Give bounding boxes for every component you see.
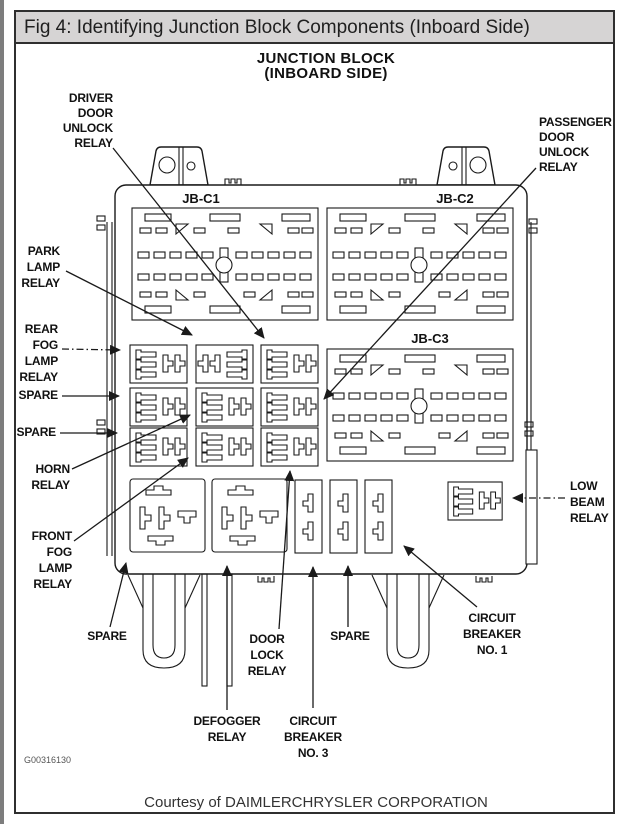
junction-block-body bbox=[97, 147, 537, 686]
label-spare-bottom-middle: SPARE bbox=[330, 629, 370, 643]
credit-line: Courtesy of DAIMLERCHRYSLER CORPORATION bbox=[144, 794, 488, 811]
label-line: BREAKER bbox=[463, 627, 521, 641]
label-line: DEFOGGER bbox=[193, 714, 261, 728]
label-spare-bottom-left: SPARE bbox=[87, 629, 127, 643]
right-side-strip bbox=[526, 450, 537, 564]
label-line: RELAY bbox=[570, 511, 609, 525]
label-line: DOOR bbox=[77, 106, 113, 120]
figure-code: G00316130 bbox=[24, 755, 72, 765]
junction-block-outline bbox=[115, 185, 527, 574]
label-line: RELAY bbox=[74, 136, 113, 150]
label-line: LOCK bbox=[250, 648, 284, 662]
label-line: FRONT bbox=[31, 529, 72, 543]
side-clip-left-upper bbox=[97, 216, 105, 230]
label-line: BEAM bbox=[570, 495, 605, 509]
label-defogger-relay bbox=[193, 714, 261, 744]
label-line: DRIVER bbox=[68, 91, 113, 105]
label-line: LAMP bbox=[26, 260, 60, 274]
label-door-lock-relay bbox=[248, 632, 287, 678]
label-line: UNLOCK bbox=[539, 145, 590, 159]
figure-title: Fig 4: Identifying Junction Block Components (Inboard Side) bbox=[24, 17, 530, 38]
label-line: RELAY bbox=[31, 478, 70, 492]
label-line: HORN bbox=[35, 462, 70, 476]
label-line: RELAY bbox=[539, 160, 578, 174]
left-side-rail bbox=[107, 222, 112, 556]
label-line: LAMP bbox=[38, 561, 72, 575]
label-passenger-door-unlock-relay bbox=[539, 115, 612, 174]
side-clip-right-upper bbox=[529, 219, 537, 233]
label-line: REAR bbox=[24, 322, 58, 336]
label-line: RELAY bbox=[207, 730, 247, 744]
label-driver-door-unlock-relay bbox=[63, 91, 114, 150]
label-line: LAMP bbox=[24, 354, 58, 368]
label-line: PASSENGER bbox=[539, 115, 612, 129]
diagram-heading-line-0: JUNCTION BLOCK bbox=[256, 50, 396, 67]
label-line: RELAY bbox=[247, 664, 287, 678]
label-circuit-breaker-no1 bbox=[463, 611, 521, 657]
label-line: RELAY bbox=[33, 577, 72, 591]
label-line: FOG bbox=[32, 338, 58, 352]
label-front-fog-lamp-relay bbox=[32, 529, 73, 591]
label-horn-relay bbox=[31, 462, 70, 492]
connector-label-jb-c2: JB-C2 bbox=[436, 191, 474, 206]
label-spare-left-2: SPARE bbox=[16, 425, 56, 439]
top-clip-right bbox=[400, 179, 416, 185]
label-spare-left-1: SPARE bbox=[18, 388, 58, 402]
label-park-lamp-relay bbox=[21, 244, 60, 290]
label-line: FOG bbox=[46, 545, 72, 559]
diagram-heading-line-1: (INBOARD SIDE) bbox=[264, 65, 388, 82]
label-rear-fog-lamp-relay bbox=[19, 322, 58, 384]
label-line: CIRCUIT bbox=[289, 714, 337, 728]
diagram-heading bbox=[257, 50, 395, 82]
label-line: UNLOCK bbox=[62, 121, 113, 135]
label-line: PARK bbox=[27, 244, 60, 258]
connector-label-jb-c3: JB-C3 bbox=[411, 331, 449, 346]
label-line: NO. 3 bbox=[297, 746, 329, 760]
leader-spare-bottom-left bbox=[110, 563, 126, 627]
label-line: DOOR bbox=[539, 130, 575, 144]
label-line: RELAY bbox=[19, 370, 58, 384]
label-line: BREAKER bbox=[284, 730, 342, 744]
label-circuit-breaker-no3 bbox=[284, 714, 342, 760]
leader-rear-fog bbox=[62, 349, 120, 350]
side-clip-left-lower bbox=[97, 420, 105, 434]
label-line: CIRCUIT bbox=[468, 611, 516, 625]
label-line: NO. 1 bbox=[476, 643, 508, 657]
label-line: DOOR bbox=[249, 632, 285, 646]
bottom-legs bbox=[128, 574, 492, 686]
connector-label-jb-c1: JB-C1 bbox=[182, 191, 220, 206]
label-low-beam-relay bbox=[570, 479, 609, 525]
label-line: LOW bbox=[570, 479, 598, 493]
top-clip-left bbox=[225, 179, 241, 185]
label-line: RELAY bbox=[21, 276, 60, 290]
